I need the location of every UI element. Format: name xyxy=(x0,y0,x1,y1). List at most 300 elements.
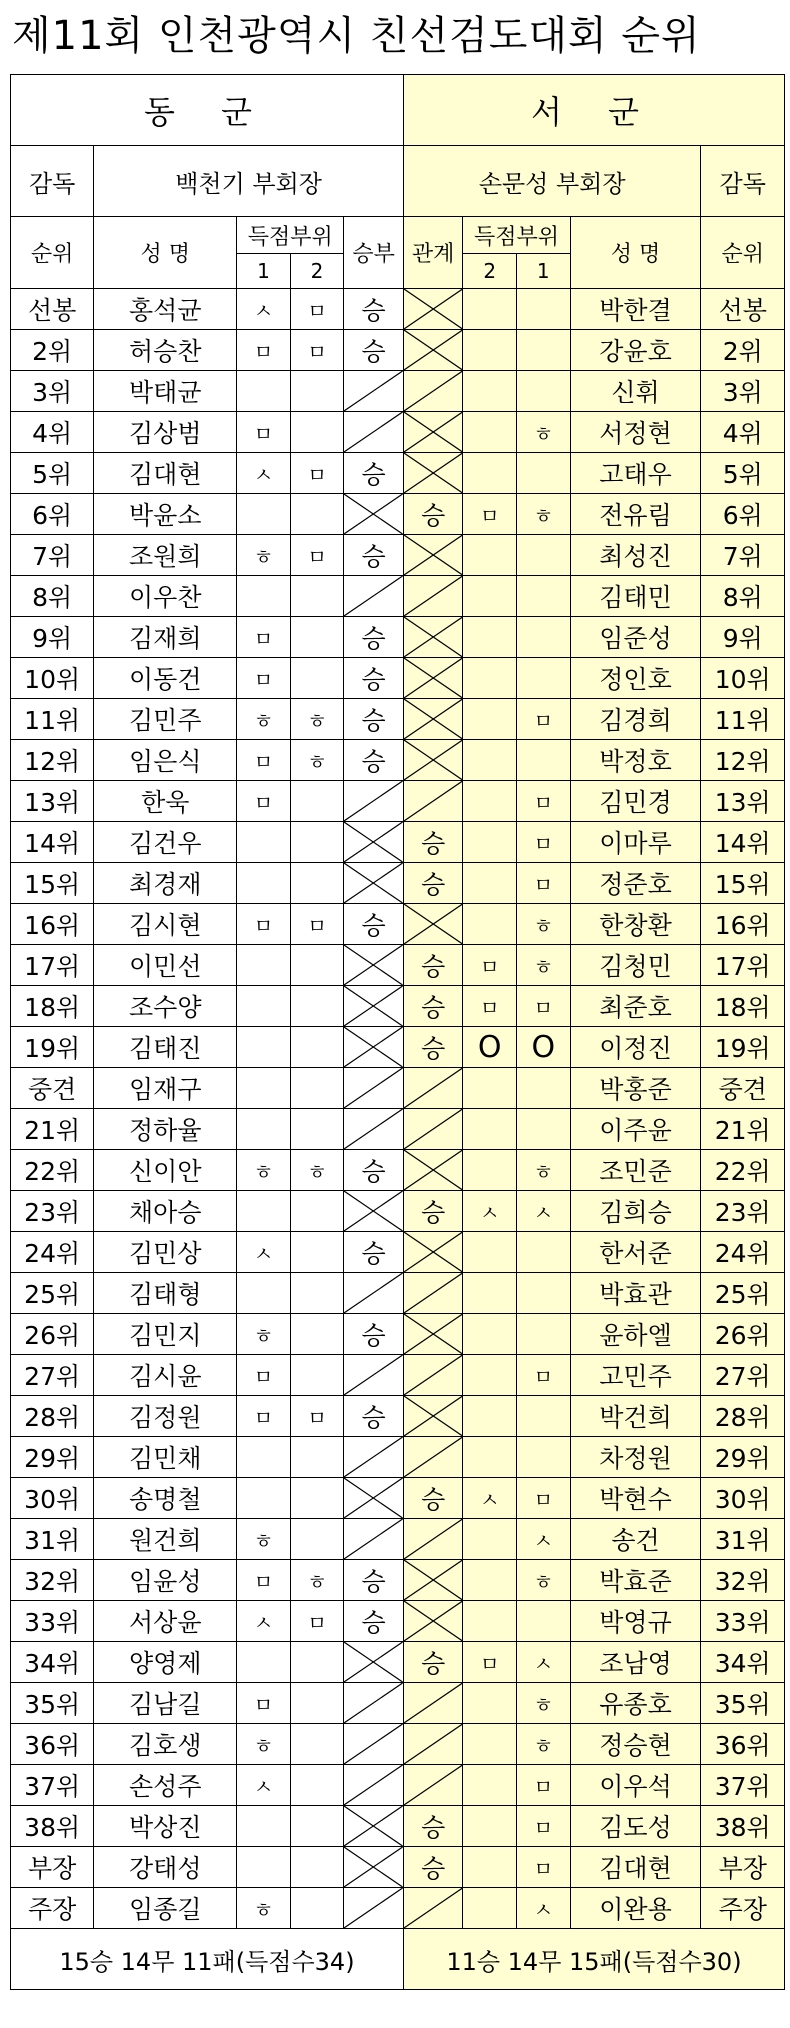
east-point2-cell: ㅁ xyxy=(290,1601,344,1642)
west-relation-cell xyxy=(403,904,463,945)
east-point1-cell xyxy=(237,1806,291,1847)
west-name-header: 성 명 xyxy=(570,217,701,289)
east-name-cell: 양영제 xyxy=(94,1642,237,1683)
east-rank-cell: 35위 xyxy=(11,1683,94,1724)
west-point2-cell xyxy=(463,453,517,494)
west-coach-label: 감독 xyxy=(701,146,785,217)
east-point2-cell: ㅎ xyxy=(290,1560,344,1601)
east-rank-cell: 6위 xyxy=(11,494,94,535)
west-rank-cell: 부장 xyxy=(701,1847,785,1888)
east-name-cell: 임은식 xyxy=(94,740,237,781)
table-row xyxy=(11,1027,785,1068)
west-relation-cell xyxy=(403,1314,463,1355)
west-name-cell: 박정호 xyxy=(570,740,701,781)
west-point1-cell: ㅅ xyxy=(516,1519,570,1560)
west-relation-cell xyxy=(403,576,463,617)
east-result-cell xyxy=(344,576,404,617)
east-result-cell: 승 xyxy=(344,1314,404,1355)
table-row xyxy=(11,1765,785,1806)
table-row xyxy=(11,822,785,863)
west-relation-cell xyxy=(403,617,463,658)
west-relation-header: 관계 xyxy=(403,217,463,289)
west-point2-cell xyxy=(463,1519,517,1560)
west-point2-cell xyxy=(463,412,517,453)
table-row xyxy=(11,1232,785,1273)
west-point1-cell xyxy=(516,1109,570,1150)
east-point1-cell: ㅎ xyxy=(237,1150,291,1191)
east-point2-cell: ㅁ xyxy=(290,1396,344,1437)
east-name-cell: 서상윤 xyxy=(94,1601,237,1642)
east-point1-header: 1 xyxy=(237,254,291,289)
west-relation-cell xyxy=(403,1355,463,1396)
east-rank-cell: 26위 xyxy=(11,1314,94,1355)
page-title: 제11회 인천광역시 친선검도대회 순위 xyxy=(12,13,701,59)
west-rank-cell: 33위 xyxy=(701,1601,785,1642)
table-row xyxy=(11,1847,785,1888)
east-name-cell: 김호생 xyxy=(94,1724,237,1765)
west-rank-header: 순위 xyxy=(701,217,785,289)
west-relation-cell xyxy=(403,1232,463,1273)
west-name-cell: 이우석 xyxy=(570,1765,701,1806)
east-point1-cell: ㅎ xyxy=(237,1724,291,1765)
east-rank-cell: 38위 xyxy=(11,1806,94,1847)
east-name-cell: 강태성 xyxy=(94,1847,237,1888)
east-point1-cell xyxy=(237,1642,291,1683)
west-point1-cell xyxy=(516,576,570,617)
west-point1-cell: ㅎ xyxy=(516,1683,570,1724)
east-rank-cell: 3위 xyxy=(11,371,94,412)
table-row xyxy=(11,330,785,371)
east-rank-cell: 18위 xyxy=(11,986,94,1027)
west-point2-cell xyxy=(463,535,517,576)
east-name-cell: 김대현 xyxy=(94,453,237,494)
west-rank-cell: 선봉 xyxy=(701,289,785,330)
east-point2-cell xyxy=(290,1683,344,1724)
east-result-cell: 승 xyxy=(344,1232,404,1273)
west-name-cell: 전유림 xyxy=(570,494,701,535)
west-rank-cell: 23위 xyxy=(701,1191,785,1232)
west-point1-cell: ㅁ xyxy=(516,699,570,740)
west-name-cell: 정인호 xyxy=(570,658,701,699)
west-name-cell: 고민주 xyxy=(570,1355,701,1396)
table-row xyxy=(11,617,785,658)
east-point1-cell: ㅁ xyxy=(237,658,291,699)
west-point2-cell: ㅁ xyxy=(463,986,517,1027)
west-rank-cell: 15위 xyxy=(701,863,785,904)
east-point2-header: 2 xyxy=(290,254,344,289)
west-point2-cell xyxy=(463,371,517,412)
east-point1-cell xyxy=(237,945,291,986)
west-rank-cell: 21위 xyxy=(701,1109,785,1150)
west-rank-cell: 18위 xyxy=(701,986,785,1027)
east-point2-cell xyxy=(290,412,344,453)
west-name-cell: 이마루 xyxy=(570,822,701,863)
east-result-cell xyxy=(344,1478,404,1519)
east-point2-cell xyxy=(290,617,344,658)
west-relation-cell: 승 xyxy=(403,945,463,986)
east-name-cell: 임재구 xyxy=(94,1068,237,1109)
west-rank-cell: 17위 xyxy=(701,945,785,986)
ranking-table xyxy=(10,74,785,1990)
west-point2-cell: ㅁ xyxy=(463,494,517,535)
east-result-cell xyxy=(344,412,404,453)
west-relation-cell xyxy=(403,1068,463,1109)
east-result-cell xyxy=(344,1765,404,1806)
west-relation-cell xyxy=(403,781,463,822)
east-rank-cell: 11위 xyxy=(11,699,94,740)
east-rank-cell: 15위 xyxy=(11,863,94,904)
west-point1-cell: ㅁ xyxy=(516,1355,570,1396)
east-point2-cell: ㅁ xyxy=(290,535,344,576)
table-row xyxy=(11,1642,785,1683)
table-row xyxy=(11,740,785,781)
west-point1-cell xyxy=(516,453,570,494)
west-rank-cell: 35위 xyxy=(701,1683,785,1724)
east-point2-cell xyxy=(290,1273,344,1314)
west-name-cell: 김청민 xyxy=(570,945,701,986)
west-point2-cell xyxy=(463,576,517,617)
east-point1-cell: ㅅ xyxy=(237,289,291,330)
east-point1-cell xyxy=(237,1027,291,1068)
west-rank-cell: 26위 xyxy=(701,1314,785,1355)
west-point2-cell xyxy=(463,1109,517,1150)
west-point1-cell: ㅎ xyxy=(516,1560,570,1601)
table-row xyxy=(11,904,785,945)
east-point2-cell xyxy=(290,1027,344,1068)
east-rank-cell: 31위 xyxy=(11,1519,94,1560)
table-row xyxy=(11,1191,785,1232)
east-name-cell: 조원희 xyxy=(94,535,237,576)
east-rank-cell: 4위 xyxy=(11,412,94,453)
west-point2-cell xyxy=(463,904,517,945)
west-rank-cell: 8위 xyxy=(701,576,785,617)
west-relation-cell xyxy=(403,289,463,330)
west-point2-cell xyxy=(463,1437,517,1478)
west-coach-name: 손문성 부회장 xyxy=(403,146,701,217)
east-name-cell: 정하율 xyxy=(94,1109,237,1150)
west-rank-cell: 30위 xyxy=(701,1478,785,1519)
west-point2-cell xyxy=(463,1314,517,1355)
west-rank-cell: 29위 xyxy=(701,1437,785,1478)
west-relation-cell xyxy=(403,453,463,494)
west-point2-cell xyxy=(463,1396,517,1437)
east-result-cell xyxy=(344,1642,404,1683)
west-point1-cell: ㅁ xyxy=(516,1847,570,1888)
west-name-cell: 김태민 xyxy=(570,576,701,617)
table-row xyxy=(11,1601,785,1642)
west-point2-header: 2 xyxy=(463,254,517,289)
east-name-cell: 홍석균 xyxy=(94,289,237,330)
east-result-cell: 승 xyxy=(344,289,404,330)
west-point2-cell xyxy=(463,1273,517,1314)
table-row xyxy=(11,453,785,494)
east-point2-cell xyxy=(290,1806,344,1847)
east-rank-cell: 9위 xyxy=(11,617,94,658)
east-result-cell: 승 xyxy=(344,740,404,781)
east-point2-cell xyxy=(290,1437,344,1478)
table-row xyxy=(11,1355,785,1396)
east-point2-cell xyxy=(290,1314,344,1355)
east-point2-cell: ㅁ xyxy=(290,453,344,494)
west-rank-cell: 7위 xyxy=(701,535,785,576)
west-point2-cell: ㅅ xyxy=(463,1478,517,1519)
east-name-cell: 이민선 xyxy=(94,945,237,986)
east-result-cell xyxy=(344,1847,404,1888)
east-name-cell: 김시현 xyxy=(94,904,237,945)
west-rank-cell: 38위 xyxy=(701,1806,785,1847)
west-point2-cell xyxy=(463,699,517,740)
east-point1-cell: ㅅ xyxy=(237,1601,291,1642)
east-rank-cell: 27위 xyxy=(11,1355,94,1396)
west-name-cell: 한서준 xyxy=(570,1232,701,1273)
west-relation-cell xyxy=(403,1888,463,1929)
east-point2-cell: ㅎ xyxy=(290,699,344,740)
east-point1-cell xyxy=(237,576,291,617)
east-point2-cell xyxy=(290,945,344,986)
west-point2-cell: ㅁ xyxy=(463,945,517,986)
east-rank-cell: 23위 xyxy=(11,1191,94,1232)
east-point2-cell xyxy=(290,986,344,1027)
table-row xyxy=(11,289,785,330)
east-rank-cell: 24위 xyxy=(11,1232,94,1273)
east-result-cell xyxy=(344,1683,404,1724)
east-result-cell xyxy=(344,822,404,863)
west-relation-cell: 승 xyxy=(403,822,463,863)
west-relation-cell: 승 xyxy=(403,1642,463,1683)
east-point1-cell xyxy=(237,1191,291,1232)
east-point2-cell xyxy=(290,576,344,617)
east-point1-cell xyxy=(237,1109,291,1150)
west-rank-cell: 22위 xyxy=(701,1150,785,1191)
east-rank-cell: 14위 xyxy=(11,822,94,863)
west-rank-cell: 3위 xyxy=(701,371,785,412)
east-result-cell xyxy=(344,986,404,1027)
east-result-cell xyxy=(344,1068,404,1109)
west-name-cell: 박효관 xyxy=(570,1273,701,1314)
east-point1-cell: ㅎ xyxy=(237,1314,291,1355)
table-row xyxy=(11,1273,785,1314)
east-result-cell: 승 xyxy=(344,453,404,494)
west-relation-cell xyxy=(403,412,463,453)
west-point1-cell xyxy=(516,1437,570,1478)
west-relation-cell xyxy=(403,1150,463,1191)
east-point2-cell: ㅁ xyxy=(290,330,344,371)
west-point2-cell xyxy=(463,617,517,658)
east-point2-cell: ㅁ xyxy=(290,904,344,945)
west-point2-cell xyxy=(463,1806,517,1847)
west-point1-cell: ㅁ xyxy=(516,1478,570,1519)
west-rank-cell: 14위 xyxy=(701,822,785,863)
east-point2-cell xyxy=(290,1724,344,1765)
west-rank-cell: 36위 xyxy=(701,1724,785,1765)
east-result-cell xyxy=(344,1109,404,1150)
east-result-cell: 승 xyxy=(344,904,404,945)
west-point2-cell xyxy=(463,781,517,822)
west-point2-cell: O xyxy=(463,1027,517,1068)
table-row xyxy=(11,699,785,740)
east-rank-cell: 28위 xyxy=(11,1396,94,1437)
west-point2-cell xyxy=(463,1601,517,1642)
west-name-cell: 신휘 xyxy=(570,371,701,412)
east-rank-cell: 25위 xyxy=(11,1273,94,1314)
west-relation-cell: 승 xyxy=(403,1847,463,1888)
east-point1-cell: ㅎ xyxy=(237,535,291,576)
east-result-cell xyxy=(344,1519,404,1560)
west-relation-cell: 승 xyxy=(403,1027,463,1068)
west-name-cell: 박홍준 xyxy=(570,1068,701,1109)
east-rank-cell: 10위 xyxy=(11,658,94,699)
west-name-cell: 김희승 xyxy=(570,1191,701,1232)
east-name-cell: 임윤성 xyxy=(94,1560,237,1601)
west-point1-cell: ㅅ xyxy=(516,1642,570,1683)
east-result-cell xyxy=(344,1355,404,1396)
west-point2-cell xyxy=(463,1560,517,1601)
east-rank-cell: 2위 xyxy=(11,330,94,371)
west-relation-cell xyxy=(403,1273,463,1314)
east-point2-cell: ㅁ xyxy=(290,289,344,330)
west-name-cell: 정준호 xyxy=(570,863,701,904)
east-result-cell xyxy=(344,1437,404,1478)
east-name-cell: 김시윤 xyxy=(94,1355,237,1396)
west-rank-cell: 24위 xyxy=(701,1232,785,1273)
east-name-cell: 신이안 xyxy=(94,1150,237,1191)
west-point1-cell: ㅎ xyxy=(516,945,570,986)
west-point2-cell xyxy=(463,822,517,863)
east-point1-cell xyxy=(237,1847,291,1888)
west-name-cell: 한창환 xyxy=(570,904,701,945)
east-point2-cell: ㅎ xyxy=(290,1150,344,1191)
west-point1-cell: ㅎ xyxy=(516,494,570,535)
east-name-cell: 박상진 xyxy=(94,1806,237,1847)
west-name-cell: 정승현 xyxy=(570,1724,701,1765)
east-point2-cell xyxy=(290,1068,344,1109)
west-rank-cell: 2위 xyxy=(701,330,785,371)
east-point1-cell: ㅁ xyxy=(237,904,291,945)
table-row xyxy=(11,1560,785,1601)
east-point1-cell: ㅁ xyxy=(237,1355,291,1396)
east-point1-cell: ㅁ xyxy=(237,1396,291,1437)
west-point2-cell xyxy=(463,658,517,699)
west-name-cell: 유종호 xyxy=(570,1683,701,1724)
east-name-cell: 김민지 xyxy=(94,1314,237,1355)
west-point2-cell: ㅁ xyxy=(463,1642,517,1683)
west-point1-cell: ㅁ xyxy=(516,863,570,904)
table-row xyxy=(11,1314,785,1355)
west-relation-cell xyxy=(403,1601,463,1642)
east-name-header: 성 명 xyxy=(94,217,237,289)
west-name-cell: 서정현 xyxy=(570,412,701,453)
east-point2-cell xyxy=(290,1847,344,1888)
west-point1-cell xyxy=(516,740,570,781)
west-rank-cell: 13위 xyxy=(701,781,785,822)
west-name-cell: 임준성 xyxy=(570,617,701,658)
west-name-cell: 박건희 xyxy=(570,1396,701,1437)
west-point2-cell xyxy=(463,863,517,904)
west-relation-cell xyxy=(403,1109,463,1150)
east-result-cell: 승 xyxy=(344,658,404,699)
west-relation-cell xyxy=(403,330,463,371)
west-rank-cell: 11위 xyxy=(701,699,785,740)
east-name-cell: 김재희 xyxy=(94,617,237,658)
west-point1-cell: ㅁ xyxy=(516,1765,570,1806)
table-row xyxy=(11,781,785,822)
west-rank-cell: 34위 xyxy=(701,1642,785,1683)
west-team-header: 서 군 xyxy=(403,75,784,146)
east-point2-cell xyxy=(290,1232,344,1273)
west-rank-cell: 4위 xyxy=(701,412,785,453)
east-point1-cell: ㅁ xyxy=(237,412,291,453)
east-point2-cell xyxy=(290,781,344,822)
table-row xyxy=(11,412,785,453)
east-name-cell: 조수양 xyxy=(94,986,237,1027)
east-point1-cell: ㅁ xyxy=(237,740,291,781)
table-row xyxy=(11,658,785,699)
east-rank-cell: 17위 xyxy=(11,945,94,986)
east-point1-cell: ㅁ xyxy=(237,781,291,822)
table-row xyxy=(11,1109,785,1150)
west-relation-cell: 승 xyxy=(403,1478,463,1519)
west-point1-cell: ㅅ xyxy=(516,1888,570,1929)
west-point1-cell xyxy=(516,1601,570,1642)
west-point1-cell: ㅎ xyxy=(516,904,570,945)
east-point2-cell: ㅎ xyxy=(290,740,344,781)
east-result-cell xyxy=(344,781,404,822)
east-name-cell: 김정원 xyxy=(94,1396,237,1437)
east-result-cell: 승 xyxy=(344,1150,404,1191)
east-result-cell xyxy=(344,1027,404,1068)
west-point2-cell xyxy=(463,1355,517,1396)
east-point1-cell: ㅁ xyxy=(237,617,291,658)
east-point1-cell: ㅎ xyxy=(237,1888,291,1929)
west-point1-cell xyxy=(516,289,570,330)
west-relation-cell: 승 xyxy=(403,1806,463,1847)
east-point1-cell xyxy=(237,1068,291,1109)
west-relation-cell xyxy=(403,658,463,699)
table-row xyxy=(11,1888,785,1929)
west-point2-cell xyxy=(463,1847,517,1888)
table-row xyxy=(11,371,785,412)
west-point1-cell xyxy=(516,1273,570,1314)
west-name-cell: 윤하엘 xyxy=(570,1314,701,1355)
east-rank-cell: 33위 xyxy=(11,1601,94,1642)
west-name-cell: 이주윤 xyxy=(570,1109,701,1150)
west-point1-cell: ㅁ xyxy=(516,986,570,1027)
table-row xyxy=(11,1437,785,1478)
east-result-cell: 승 xyxy=(344,1560,404,1601)
west-name-cell: 박한결 xyxy=(570,289,701,330)
east-name-cell: 손성주 xyxy=(94,1765,237,1806)
east-point2-cell xyxy=(290,1355,344,1396)
east-name-cell: 김태진 xyxy=(94,1027,237,1068)
east-rank-cell: 8위 xyxy=(11,576,94,617)
east-rank-cell: 37위 xyxy=(11,1765,94,1806)
west-point1-cell: ㅁ xyxy=(516,1806,570,1847)
east-name-cell: 김민주 xyxy=(94,699,237,740)
west-name-cell: 박효준 xyxy=(570,1560,701,1601)
east-rank-cell: 5위 xyxy=(11,453,94,494)
east-rank-cell: 선봉 xyxy=(11,289,94,330)
east-points-header: 득점부위 xyxy=(237,217,344,254)
east-result-cell xyxy=(344,945,404,986)
east-name-cell: 김민채 xyxy=(94,1437,237,1478)
west-rank-cell: 32위 xyxy=(701,1560,785,1601)
table-row xyxy=(11,494,785,535)
east-point2-cell xyxy=(290,371,344,412)
east-name-cell: 원건희 xyxy=(94,1519,237,1560)
west-point2-cell xyxy=(463,740,517,781)
west-name-cell: 차정원 xyxy=(570,1437,701,1478)
west-point2-cell xyxy=(463,330,517,371)
